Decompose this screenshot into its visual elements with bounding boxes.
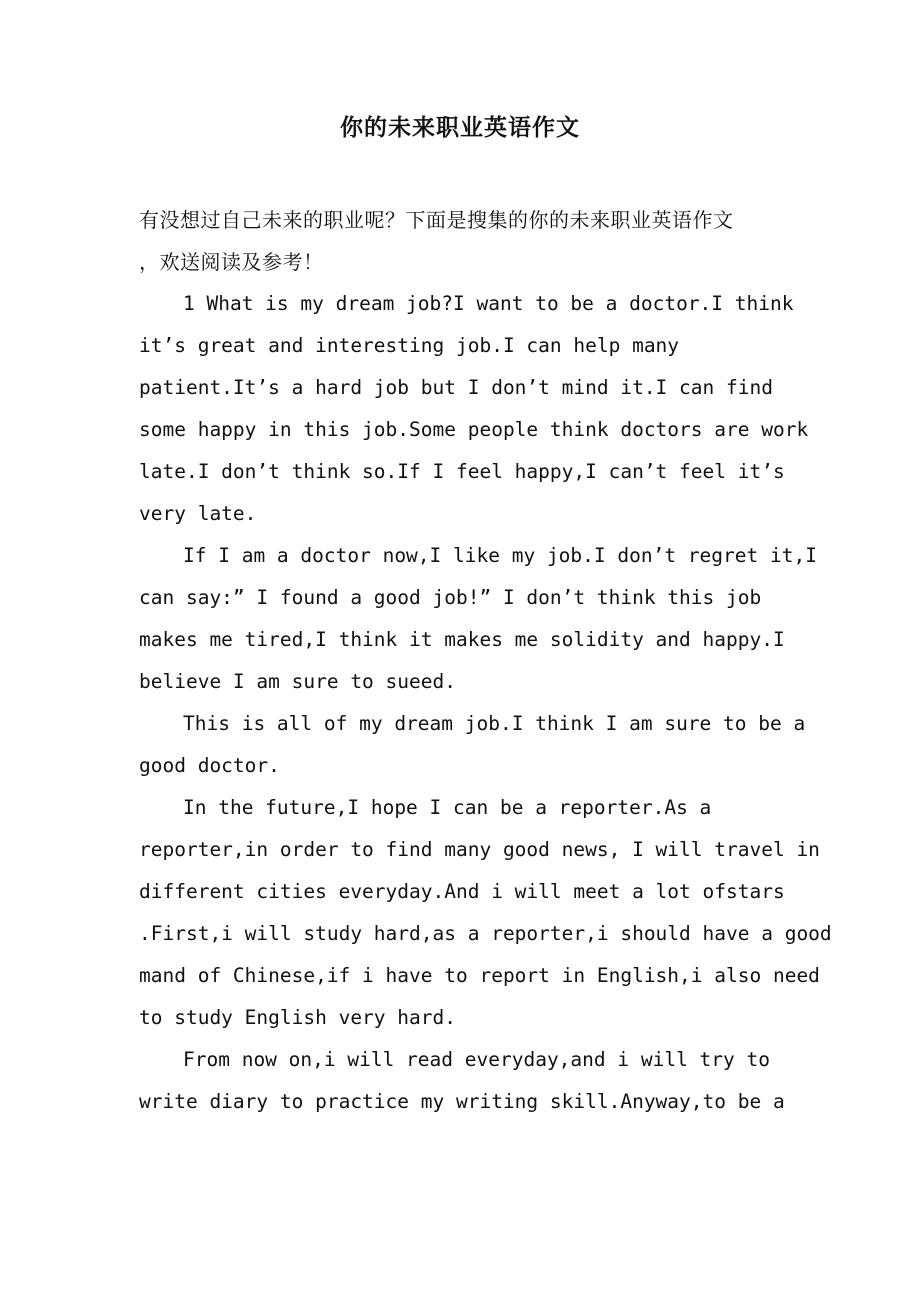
paragraph-line: From now on,i will read everyday,and i will try to — [183, 1048, 770, 1071]
paragraph-line: some happy in this job.Some people think doctors are work — [139, 418, 809, 441]
paragraph-line: late.I don’t think so.If I feel happy,I can’t feel it’s — [139, 460, 785, 483]
paragraph-line: reporter,in order to find many good news, I will travel in — [139, 838, 820, 861]
paragraph-line: it’s great and interesting job.I can help many — [139, 334, 680, 357]
paragraph-4 — [139, 787, 832, 1039]
paragraph-line: This is all of my dream job.I think I am sure to be a — [183, 712, 806, 735]
paragraph-line: very late. — [139, 502, 257, 525]
paragraph-line: write diary to practice my writing skill.Anyway,to be a — [139, 1090, 785, 1113]
paragraph-line: makes me tired,I think it makes me solidity and happy.I — [139, 628, 785, 651]
paragraph-line: In the future,I hope I can be a reporter.As a — [183, 796, 712, 819]
paragraph-line: If I am a doctor now,I like my job.I don’t regret it,I — [183, 544, 817, 567]
paragraph-1 — [139, 283, 809, 535]
paragraph-5 — [139, 1039, 789, 1123]
paragraph-line: to study English very hard. — [139, 1006, 456, 1029]
paragraph-line: .First,i will study hard,as a reporter,i should have a good — [139, 922, 832, 945]
paragraph-line: mand of Chinese,if i have to report in English,i also need — [139, 964, 820, 987]
paragraph-line: can say:” I found a good job!” I don’t think this job — [139, 586, 762, 609]
paragraph-line: patient.It’s a hard job but I don’t mind it.I can find — [139, 376, 773, 399]
paragraph-3 — [139, 703, 806, 787]
intro-paragraph — [139, 199, 789, 283]
document-body — [139, 199, 832, 1123]
intro-line: 有没想过自己未来的职业呢？下面是搜集的你的未来职业英语作文 — [139, 208, 734, 232]
paragraph-line: good doctor. — [139, 754, 280, 777]
paragraph-line: different cities everyday.And i will meet a lot ofstars — [139, 880, 785, 903]
document-title: 你的未来职业英语作文 — [340, 114, 580, 141]
paragraph-line: believe I am sure to sueed. — [139, 670, 456, 693]
paragraph-line: 1 What is my dream job?I want to be a doctor.I think — [183, 292, 794, 315]
intro-line: ，欢送阅读及参考！ — [139, 250, 324, 274]
paragraph-2 — [139, 535, 817, 703]
